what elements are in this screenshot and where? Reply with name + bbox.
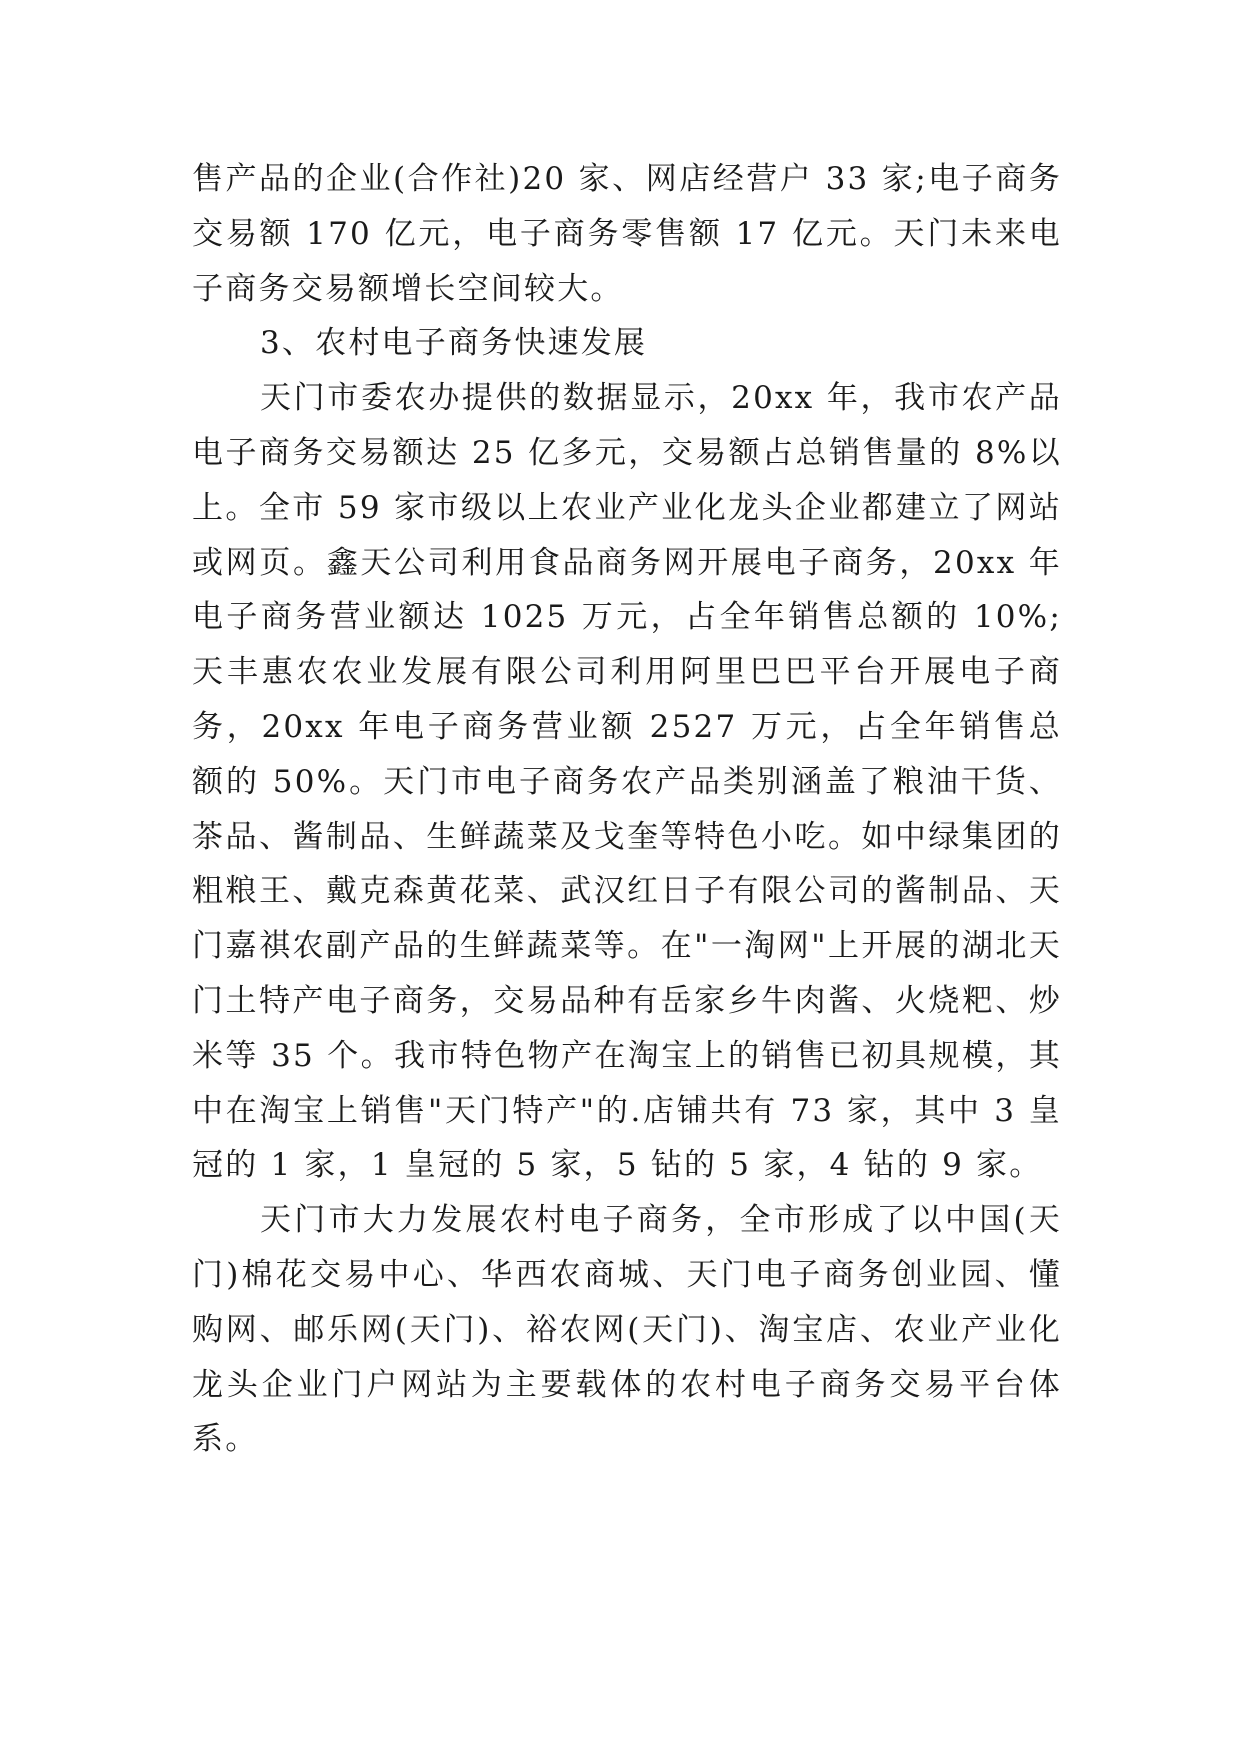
paragraph-continuation: 售产品的企业(合作社)20 家、网店经营户 33 家;电子商务交易额 170 亿元，电子商务零售额 17 亿元。天门未来电子商务交易额增长空间较大。 <box>192 161 1062 307</box>
paragraph-statistics: 天门市委农办提供的数据显示，20xx 年，我市农产品电子商务交易额达 25 亿多元，交易额占总销售量的 8%以上。全市 59 家市级以上农业产业化龙头企业都建立了网站或网页。鑫天公司利用食品商务网开展电子商务，20xx 年电子商务营业额达 1025 万元，占全年销售总额的 10%;天丰惠农农业发展有限公司利用阿里巴巴平台开展电子商务，20xx 年电子商务营业额 2527 万元，占全年销售总额的 50%。天门市电子商务农产品类别涵盖了粮油干货、茶品、酱制品、生鲜蔬菜及戈奎等特色小吃。如中绿集团的粗粮王、戴克森黄花菜、武汉红日子有限公司的酱制品、天门嘉祺农副产品的生鲜蔬菜等。在"一淘网"上开展的湖北天门土特产电子商务，交易品种有岳家乡牛肉酱、火烧粑、炒米等 35 个。我市特色物产在淘宝上的销售已初具规模，其中在淘宝上销售"天门特产"的.店铺共有 73 家，其中 3 皇冠的 1 家，1 皇冠的 5 家，5 钻的 5 家，4 钻的 9 家。 <box>192 380 1062 1184</box>
document-body <box>192 152 1062 1467</box>
paragraph-platforms: 天门市大力发展农村电子商务，全市形成了以中国(天门)棉花交易中心、华西农商城、天门电子商务创业园、懂购网、邮乐网(天门)、裕农网(天门)、淘宝店、农业产业化龙头企业门户网站为主要载体的农村电子商务交易平台体系。 <box>192 1202 1062 1458</box>
section-heading: 3、农村电子商务快速发展 <box>260 325 648 362</box>
